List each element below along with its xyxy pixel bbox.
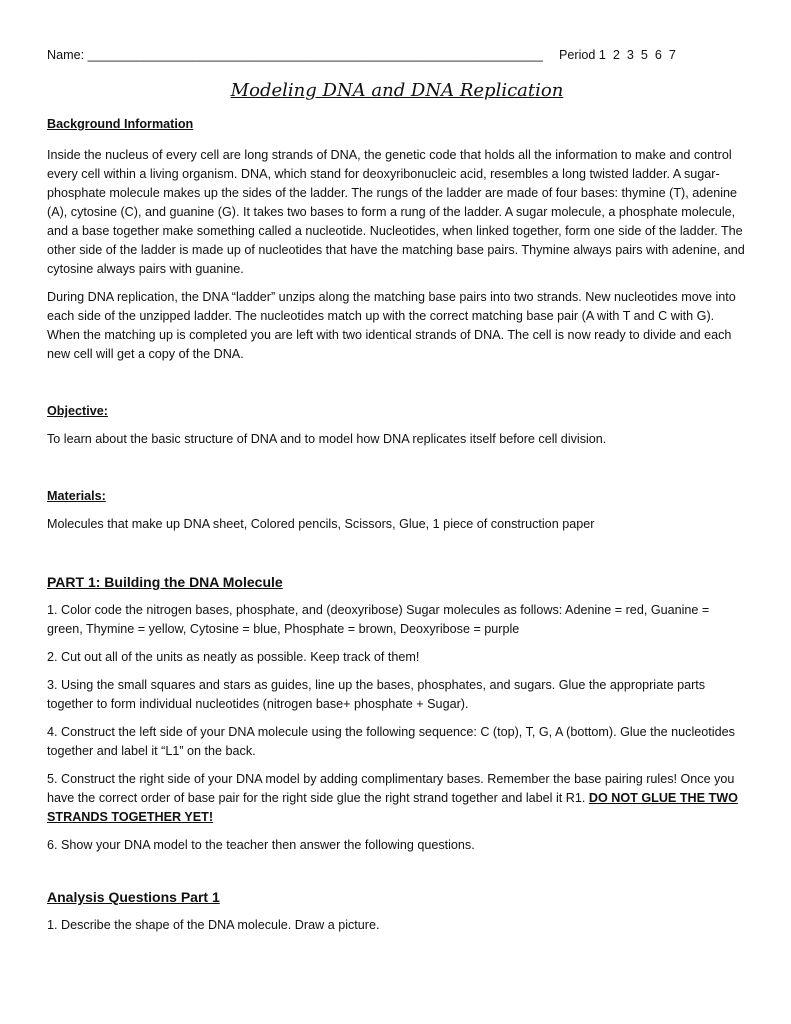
materials-heading: Materials: (47, 489, 106, 503)
background-paragraph-1: Inside the nucleus of every cell are long strands of DNA, the genetic code that holds all the information to make and control every cell within a living organism. DNA, which stand for deoxyribonucleic acid, resembles a long twisted ladder. A sugar-phosphate molecule makes up the sides of the ladder. The rungs of the ladder are made of four bases: thymine (T), adenine (A), cytosine (C), and guanine (G). It takes two bases to form a rung of the ladder. A sugar molecule, a phosphate molecule, and a base together make something called a nucleotide. Nucleotides, when linked together, form one side of the ladder. The other side of the ladder is made up of nucleotides that have the matching base pairs. Thymine always pairs with adenine, and cytosine always pairs with guanine. (47, 148, 745, 276)
background-paragraph-2: During DNA replication, the DNA “ladder” unzips along the matching base pairs into two strands. New nucleotides move into each side of the unzipped ladder. The nucleotides match up with the correct matching base pair (A with T and C with G). When the matching up is completed you are left with two identical strands of DNA. The cell is now ready to divide and each new cell will get a copy of the DNA. (47, 290, 736, 361)
materials-text: Molecules that make up DNA sheet, Colored pencils, Scissors, Glue, 1 piece of construction paper (47, 517, 595, 531)
name-blank-line: _________________________________________________________________ (87, 48, 543, 62)
objective-heading: Objective: (47, 404, 108, 418)
part1-step-1: 1. Color code the nitrogen bases, phosphate, and (deoxyribose) Sugar molecules as follows: Adenine = red, Guanine = green, Thymine = yellow, Cytosine = blue, Phosphate = brown, Deoxyribose = purple (47, 603, 710, 636)
header-row (47, 46, 747, 65)
background-heading: Background Information (47, 117, 194, 131)
page-title: Modeling DNA and DNA Replication (230, 80, 564, 101)
part1-step-2: 2. Cut out all of the units as neatly as possible. Keep track of them! (47, 650, 420, 664)
step-5-text: 5. Construct the right side of your DNA model by adding complimentary bases. Remember the base pairing rules! Once you have the correct order of base pair for the right side glue the right strand together and label it R1. (47, 772, 735, 805)
worksheet-page (47, 46, 747, 935)
analysis-question-1: 1. Describe the shape of the DNA molecule. Draw a picture. (47, 918, 380, 932)
part1-step-5 (47, 770, 747, 827)
objective-text: To learn about the basic structure of DNA and to model how DNA replicates itself before cell division. (47, 432, 607, 446)
part1-step-4: 4. Construct the left side of your DNA molecule using the following sequence: C (top), T, G, A (bottom). Glue the nucleotides together and label it “L1” on the back. (47, 725, 735, 758)
step-5-warning: DO NOT GLUE THE TWO STRANDS TOGETHER YET! (47, 791, 738, 824)
part1-step-3: 3. Using the small squares and stars as guides, line up the bases, phosphates, and sugars. Glue the appropriate parts together to form individual nucleotides (nitrogen base+ phosphate + Sugar). (47, 678, 706, 711)
period-text: Period 1 2 3 5 6 7 (559, 48, 676, 62)
name-label: Name: (47, 48, 88, 62)
part1-heading: PART 1: Building the DNA Molecule (47, 574, 283, 590)
part1-step-6: 6. Show your DNA model to the teacher then answer the following questions. (47, 838, 475, 852)
analysis-heading: Analysis Questions Part 1 (47, 889, 220, 905)
